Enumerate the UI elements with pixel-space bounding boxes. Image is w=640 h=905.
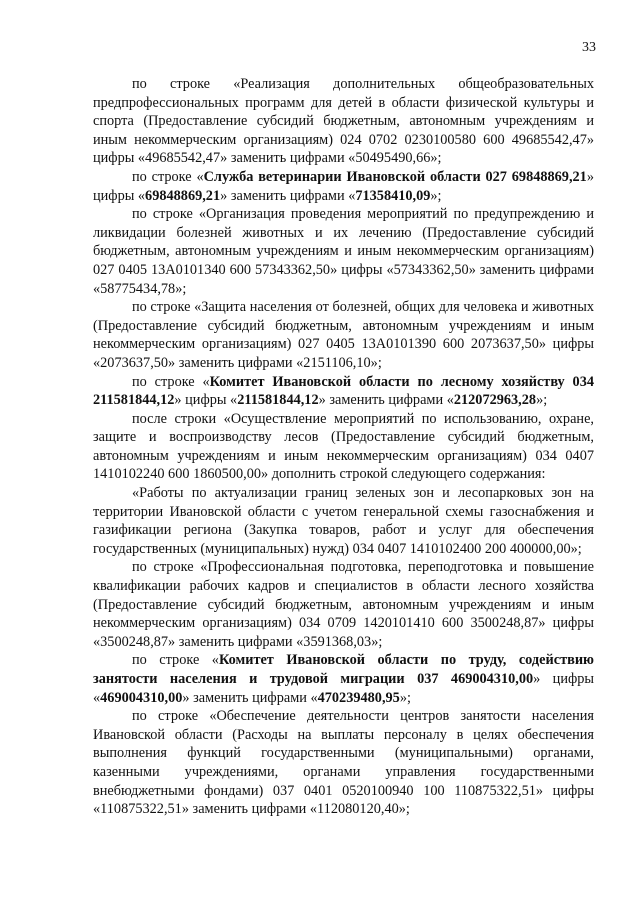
bold-text-segment: 69848869,21	[145, 187, 221, 204]
bold-text-segment: 470239480,95	[317, 689, 400, 706]
text-segment: » цифры «	[93, 168, 594, 204]
text-segment: по строке «Обеспечение деятельности центров занятости населения Ивановской области (Расходы на выплаты персоналу в целях обеспечения выполнения функций государственными (муниципальными) органами, казенными учреждениями, органами управления государственными внебюджетными фондами) 037 0401 0520100940 100 110875322,51» цифры «110875322,51» заменить цифрами «112080120,40»;	[93, 708, 594, 818]
paragraph	[93, 558, 594, 651]
paragraph	[93, 707, 594, 819]
text-segment: по строке «	[132, 652, 219, 669]
bold-text-segment: 71358410,09	[355, 187, 431, 204]
text-segment: «Работы по актуализации границ зеленых зон и лесопарковых зон на территории Ивановской области с учетом генеральной схемы газоснабжения и газификации региона (Закупка товаров, работ и услуг для обеспечения государственных (муниципальных) нужд) 034 0407 1410102400 200 400000,00»;	[93, 485, 594, 557]
page-number: 33	[582, 40, 596, 55]
text-segment: » заменить цифрами «	[220, 187, 356, 204]
text-segment: по строке «Организация проведения мероприятий по предупреждению и ликвидации болезней животных и их лечению (Предоставление субсидий бюджетным, автономным учреждениям и иным некоммерческим организациям) 027 0405 13А0101340 600 57343362,50» цифры «57343362,50» заменить цифрами «58775434,78»;	[93, 206, 594, 297]
text-segment: » цифры «	[174, 392, 238, 409]
paragraph	[93, 484, 594, 558]
text-segment: »;	[399, 689, 411, 706]
bold-text-segment: Служба ветеринарии Ивановской области 027 69848869,21	[203, 168, 587, 185]
paragraph	[93, 168, 594, 205]
bold-text-segment: 211581844,12	[237, 392, 319, 409]
text-segment: » цифры «	[93, 671, 594, 706]
text-segment: по строке «Защита населения от болезней, общих для человека и животных (Предоставление субсидий бюджетным, автономным учреждениям и иным некоммерческим организациям) 027 0405 13А0101390 600 2073637,50» цифры «2073637,50» заменить цифрами «2151106,10»;	[93, 299, 594, 371]
paragraph	[93, 205, 594, 298]
paragraph	[93, 75, 594, 168]
text-segment: после строки «Осуществление мероприятий по использованию, охране, защите и воспроизводству лесов (Предоставление субсидий бюджетным, автономным учреждениям и иным некоммерческим организациям) 034 0407 1410102240 600 1860500,00» дополнить строкой следующего содержания:	[93, 410, 594, 483]
text-segment: по строке «Реализация дополнительных общеобразовательных предпрофессиональных программ для детей в области физической культуры и спорта (Предоставление субсидий бюджетным, автономным учреждениям и иным некоммерческим организациям) 024 0702 0230100580 600 49685542,47» цифры «49685542,47» заменить цифрами «50495490,66»;	[93, 76, 594, 167]
document-body	[93, 75, 594, 819]
paragraph	[93, 373, 594, 410]
text-segment: »;	[430, 187, 442, 204]
text-segment: » заменить цифрами «	[182, 689, 318, 706]
text-segment: по строке «	[132, 373, 210, 390]
bold-text-segment: 469004310,00	[100, 689, 183, 706]
text-segment: » заменить цифрами «	[318, 392, 454, 409]
bold-text-segment: Комитет Ивановской области по лесному хозяйству 034 211581844,12	[93, 373, 594, 409]
bold-text-segment: Комитет Ивановской области по труду, содействию занятости населения и трудовой миграции 037 469004310,00	[93, 652, 594, 687]
paragraph	[93, 298, 594, 372]
text-segment: по строке «Профессиональная подготовка, переподготовка и повышение квалификации рабочих кадров и специалистов в области лесного хозяйства (Предоставление субсидий бюджетным, автономным учреждениям и иным некоммерческим организациям) 034 0709 1420101410 600 3500248,87» цифры «3500248,87» заменить цифрами «3591368,03»;	[93, 559, 594, 650]
text-segment: по строке «	[132, 168, 204, 185]
bold-text-segment: 212072963,28	[453, 392, 537, 409]
paragraph	[93, 410, 594, 484]
text-segment: »;	[536, 392, 548, 409]
paragraph	[93, 651, 594, 707]
